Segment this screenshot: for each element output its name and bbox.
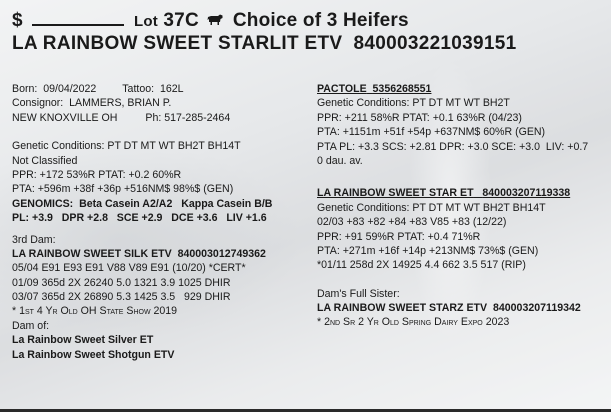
third-dam-classification: 05/04 E91 E93 E91 V88 V89 E91 (10/20) *CERT*	[12, 262, 246, 275]
dam-record: *01/11 258d 2X 14925 4.4 662 3.5 517 (RIP)	[317, 259, 526, 272]
dam-id: 840003207119338	[482, 187, 571, 200]
born-label: Born:	[12, 83, 38, 95]
dam-title	[317, 186, 609, 200]
price-blank-line	[32, 8, 124, 26]
ppr-line: PPR: +172 53%R PTAT: +0.2 60%R	[12, 168, 182, 181]
price-dollar-sign: $	[12, 10, 23, 31]
third-dam-title	[12, 247, 307, 261]
sire-daughters: 0 dau. av.	[317, 154, 363, 167]
traits-line: PL: +3.9 DPR +2.8 SCE +2.9 DCE +3.6 LIV +1.6	[12, 212, 267, 225]
sire-id: 5356268551	[372, 83, 432, 95]
offspring-2: La Rainbow Sweet Shotgun ETV	[12, 348, 175, 361]
sire-name: PACTOLE	[317, 83, 367, 95]
dam-pta: PTA: +271m +16f +14p +213NM$ 73%$ (GEN)	[317, 244, 539, 257]
dam-name: LA RAINBOW SWEET STAR ET	[317, 187, 474, 200]
born-date: 09/04/2022	[43, 83, 97, 95]
pta-line: PTA: +596m +38f +36p +516NM$ 98%$ (GEN)	[12, 183, 234, 196]
consignor-phone: 517-285-2464	[164, 111, 231, 124]
third-dam-record-2: 03/07 365d 2X 26890 5.3 1425 3.5 929 DHIR	[12, 291, 231, 304]
full-sister-title	[317, 301, 609, 315]
kappa-casein: Kappa Casein B/B	[181, 197, 273, 210]
lot-number-value: 37C	[163, 10, 199, 31]
sire-title	[317, 82, 609, 96]
lot-number	[134, 10, 199, 32]
consignor-label: Consignor:	[12, 97, 64, 110]
sire-pta: PTA: +1151m +51f +54p +637NM$ 60%R (GEN)	[317, 126, 546, 139]
full-sister-label: Dam's Full Sister:	[317, 287, 400, 300]
offering-text: Choice of 3 Heifers	[232, 10, 409, 31]
tattoo-value: 162L	[159, 83, 184, 95]
sire-ppr: PPR: +211 58%R PTAT: +0.1 63%R (04/23)	[317, 111, 522, 124]
born-row	[12, 82, 307, 96]
dam-ppr: PPR: +91 59%R PTAT: +0.4 71%R	[317, 230, 481, 243]
consignor-location: NEW KNOXVILLE OH	[12, 111, 118, 124]
dam-genetic-conditions: Genetic Conditions: PT DT MT WT BH2T BH14T	[317, 201, 546, 214]
offspring-1: La Rainbow Sweet Silver ET	[12, 334, 154, 347]
lot-label: Lot	[134, 13, 158, 30]
third-dam-name: LA RAINBOW SWEET SILK ETV	[12, 247, 172, 260]
full-sister-name: LA RAINBOW SWEET STARZ ETV	[317, 302, 488, 315]
animal-name: LA RAINBOW SWEET STARLIT ETV	[12, 33, 343, 54]
phone-label: Ph:	[145, 111, 162, 124]
classification-status: Not Classified	[12, 154, 78, 167]
sire-pta-pl: PTA PL: +3.3 SCS: +2.81 DPR: +3.0 SCE: +3.0 LIV: +0.7	[317, 140, 589, 153]
animal-id: 840003221039151	[353, 33, 517, 54]
pedigree-column	[317, 82, 609, 330]
animal-title-line	[12, 33, 607, 57]
location-row	[12, 111, 307, 125]
consignor-row	[12, 96, 307, 110]
cow-icon	[207, 14, 223, 26]
beta-casein: Beta Casein A2/A2	[79, 197, 173, 210]
tattoo-label: Tattoo:	[122, 83, 155, 95]
consignor-name: LAMMERS, BRIAN P.	[69, 97, 172, 110]
full-sister-id: 840003207119342	[492, 302, 581, 315]
third-dam-id: 840003012749362	[177, 247, 266, 260]
full-sister-award: * 2nd Sr 2 Yr Old Spring Dairy Expo 2023	[317, 316, 510, 329]
genomics-row	[12, 197, 307, 211]
lot-header	[12, 8, 607, 57]
third-dam-label: 3rd Dam:	[12, 233, 56, 246]
dam-classification: 02/03 +83 +82 +84 +83 V85 +83 (12/22)	[317, 216, 507, 229]
sire-genetic-conditions: Genetic Conditions: PT DT MT WT BH2T	[317, 97, 510, 110]
genetic-conditions: Genetic Conditions: PT DT MT WT BH2T BH14T	[12, 140, 241, 153]
animal-details-column	[12, 82, 307, 362]
genomics-label: GENOMICS:	[12, 197, 74, 210]
third-dam-award: * 1st 4 Yr Old OH State Show 2019	[12, 305, 178, 318]
third-dam-record-1: 01/09 365d 2X 26240 5.0 1321 3.9 1025 DHIR	[12, 276, 231, 289]
lot-title-line	[12, 8, 607, 32]
dam-of-label: Dam of:	[12, 319, 50, 332]
